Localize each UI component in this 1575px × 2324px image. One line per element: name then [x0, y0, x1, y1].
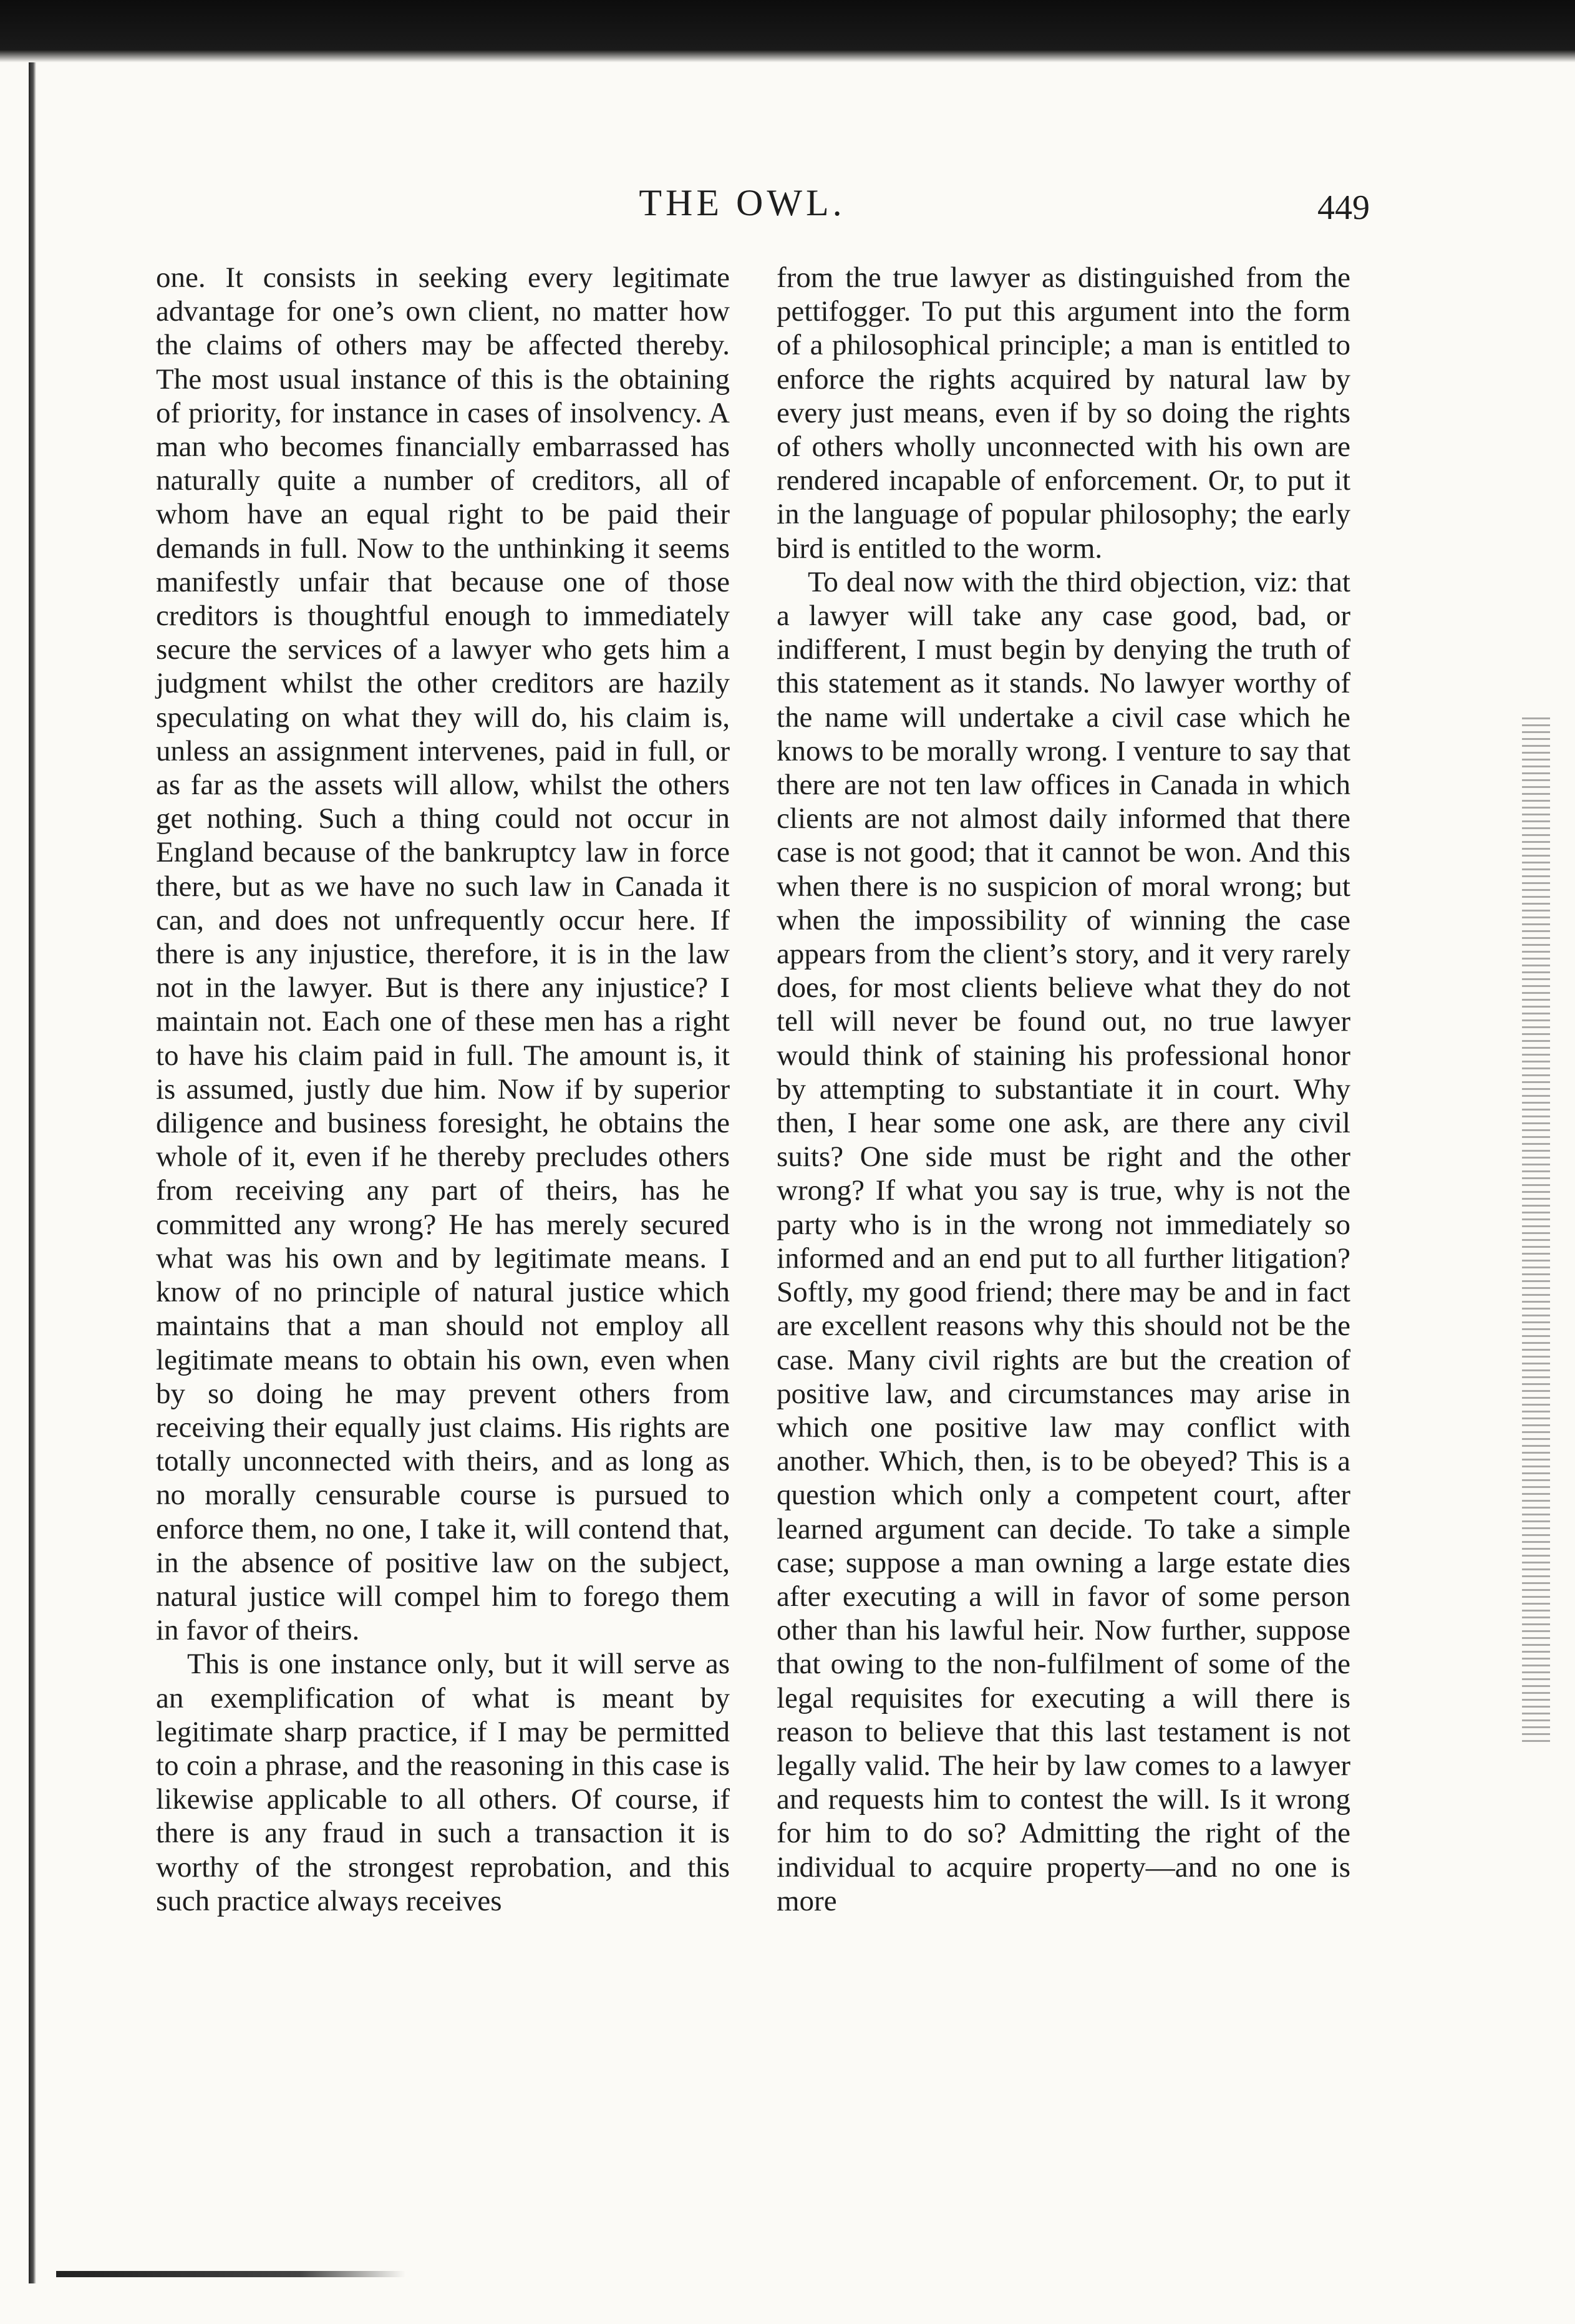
scan-left-edge [29, 62, 36, 2283]
scan-bottom-mark [56, 2271, 405, 2277]
page-number: 449 [1317, 188, 1370, 227]
right-paragraph-1: from the true lawyer as distinguished from the pettifogger. To put this argument into the form of a philosophical principle; a man is entitled to enforce the rights acquired by natural law by every just means, even if by so doing the rights of others wholly unconnected with his own are rendered incapable of enforcement. Or, to put it in the language of popular philosophy; the early bird is entitled to the worm. [777, 261, 1350, 565]
scan-top-border [0, 0, 1575, 62]
left-paragraph-2: This is one instance only, but it will serve as an exemplification of what is meant by legitimate sharp practice, if I may be permitted to coin a phrase, and the reasoning in this case is likewise applicable to all others. Of course, if there is any fraud in such a transaction it is worthy of the strongest reprobation, and this such practice always receives [156, 1648, 730, 1917]
left-paragraph-1: one. It consists in seeking every legitimate advantage for one’s own client, no matter how the claims of others may be affected thereby. The most usual instance of this is the obtaining of priority, for instance in cases of insolvency. A man who becomes financially embarrassed has naturally quite a number of creditors, all of whom have an equal right to be paid their demands in full. Now to the unthinking it seems manifestly unfair that because one of those creditors is thoughtful enough to immediately secure the services of a lawyer who gets him a judgment whilst the other creditors are hazily speculating on what they will do, his claim is, unless an assignment intervenes, paid in full, or as far as the assets will allow, whilst the others get nothing. Such a thing could not occur in England because of the bankruptcy law in force there, but as we have no such law in Canada it can, and does not unfrequently occur here. If there is any injustice, therefore, it is in the law not in the lawyer. But is there any injustice? I maintain not. Each one of these men has a right to have his claim paid in full. The amount is, it is assumed, justly due him. Now if by superior diligence and business foresight, he obtains the whole of it, even if he thereby precludes others from receiving any part of theirs, has he committed any wrong? He has merely secured what was his own and by legitimate means. I know of no principle of natural justice which maintains that a man should not employ all legitimate means to obtain his own, even when by so doing he may prevent others from receiving their equally just claims. His rights are totally unconnected with theirs, and as long as no morally censurable course is pursued to enforce them, no one, I take it, will contend that, in the absence of positive law on the subject, natural justice will compel him to forego them in favor of theirs. [156, 261, 730, 1647]
running-head-title: THE OWL. [639, 182, 846, 223]
right-column [777, 261, 1350, 1918]
scan-right-speckle [1522, 717, 1550, 1747]
right-paragraph-2: To deal now with the third objection, viz: that a lawyer will take any case good, bad, or indifferent, I must begin by denying the truth of this statement as it stands. No lawyer worthy of the name will undertake a civil case which he knows to be morally wrong. I venture to say that there are not ten law offices in Canada in which clients are not almost daily informed that there case is not good; that it cannot be won. And this when there is no suspicion of moral wrong; but when the impossibility of winning the case appears from the client’s story, and it very rarely does, for most clients believe what they do not tell will never be found out, no true lawyer would think of staining his professional honor by attempting to substantiate it in court. Why then, I hear some one ask, are there any civil suits? One side must be right and the other wrong? If what you say is true, why is not the party who is in the wrong not immediately so informed and an end put to all further litigation? Softly, my good friend; there may be and in fact are excellent reasons why this should not be the case. Many civil rights are but the creation of positive law, and circumstances may arise in which one positive law may conflict with another. Which, then, is to be obeyed? This is a question which only a competent court, after learned argument can decide. To take a simple case; suppose a man owning a large estate dies after executing a will in favor of some person other than his lawful heir. Now further, suppose that owing to the non-fulfilment of some of the legal requisites for executing a will there is reason to believe that this last testament is not legally valid. The heir by law comes to a lawyer and requests him to contest the will. Is it wrong for him to do so? Admitting the right of the individual to acquire property—and no one is more [777, 565, 1350, 1917]
left-column [156, 261, 730, 1918]
